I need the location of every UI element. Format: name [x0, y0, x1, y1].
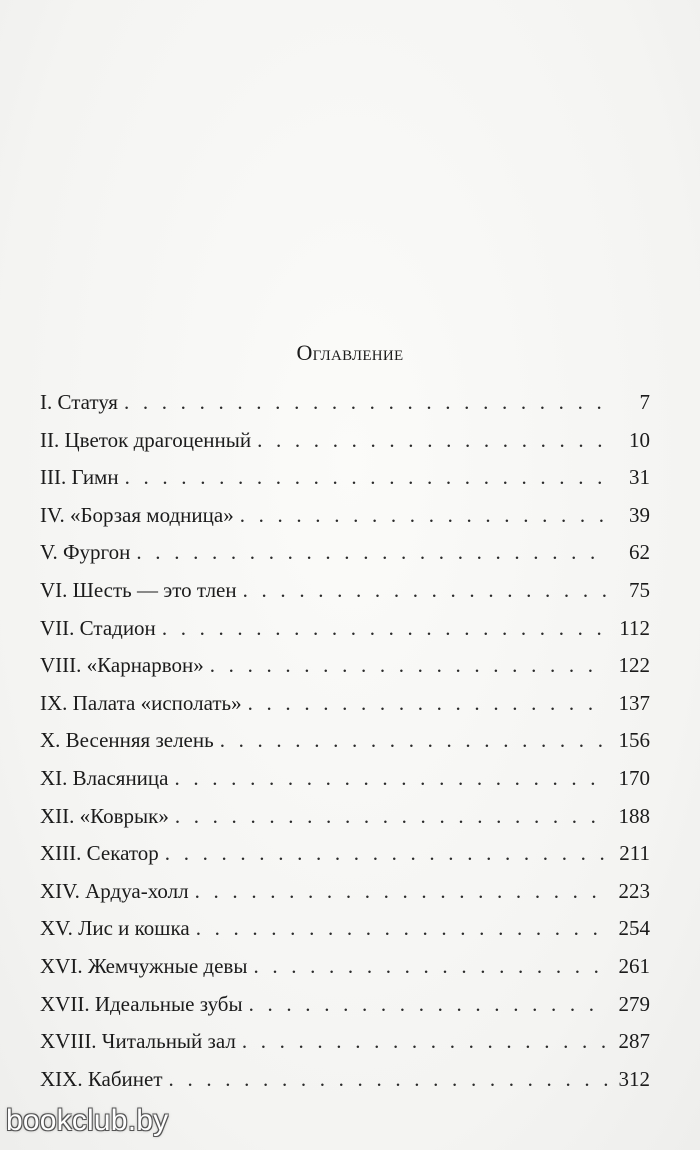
- toc-entry-label: VII. Стадион: [40, 615, 156, 640]
- toc-entry[interactable]: [40, 390, 650, 428]
- page-title: Оглавление: [296, 340, 404, 365]
- toc-entry-page: 312: [618, 1066, 650, 1091]
- leader-dots: [125, 465, 608, 490]
- toc-entry[interactable]: [40, 691, 650, 729]
- toc-entry-page: 39: [629, 502, 650, 527]
- toc-entry[interactable]: [40, 728, 650, 766]
- leader-dots: [162, 616, 608, 641]
- leader-dots: [242, 1029, 608, 1054]
- leader-dots: [257, 428, 608, 453]
- leader-dots: [248, 691, 608, 716]
- toc-entry[interactable]: [40, 653, 650, 691]
- leader-dots: [196, 916, 608, 941]
- toc-entry[interactable]: [40, 879, 650, 917]
- toc-entry-page: 254: [618, 916, 650, 941]
- toc-entry[interactable]: [40, 804, 650, 842]
- toc-entry-label: III. Гимн: [40, 465, 119, 490]
- leader-dots: [243, 578, 608, 603]
- toc-entry-label: XIII. Секатор: [40, 841, 159, 866]
- toc-entry-page: 211: [619, 841, 650, 866]
- toc-entry-label: XVII. Идеальные зубы: [40, 991, 243, 1016]
- site-watermark: bookclub.by: [6, 1104, 169, 1137]
- leader-dots: [174, 766, 608, 791]
- leader-dots: [210, 653, 608, 678]
- toc-entry-label: XIX. Кабинет: [40, 1066, 163, 1091]
- toc-entry[interactable]: [40, 841, 650, 879]
- table-of-contents: [40, 390, 650, 1104]
- toc-entry-page: 279: [618, 991, 650, 1016]
- toc-entry-label: X. Весенняя зелень: [40, 728, 214, 753]
- leader-dots: [220, 728, 608, 753]
- toc-entry-page: 75: [629, 577, 650, 602]
- toc-entry-label: VI. Шесть — это тлен: [40, 577, 237, 602]
- toc-entry-label: II. Цветок драгоценный: [40, 427, 252, 452]
- toc-entry-page: 31: [629, 465, 650, 490]
- toc-entry[interactable]: [40, 1067, 650, 1105]
- toc-entry[interactable]: [40, 954, 650, 992]
- toc-entry-page: 156: [618, 728, 650, 753]
- toc-entry[interactable]: [40, 916, 650, 954]
- toc-entry-label: XII. «Коврык»: [40, 803, 169, 828]
- toc-entry[interactable]: [40, 540, 650, 578]
- toc-entry-page: 223: [618, 878, 650, 903]
- leader-dots: [249, 992, 608, 1017]
- toc-entry-page: 137: [618, 690, 650, 715]
- toc-entry-page: 170: [618, 765, 650, 790]
- show-through-text: [52, 14, 672, 314]
- toc-entry-label: V. Фургон: [40, 540, 131, 565]
- toc-entry-label: XV. Лис и кошка: [40, 916, 190, 941]
- toc-entry-page: 122: [618, 653, 650, 678]
- leader-dots: [169, 1067, 608, 1092]
- leader-dots: [175, 804, 608, 829]
- leader-dots: [195, 879, 608, 904]
- toc-entry[interactable]: [40, 465, 650, 503]
- toc-entry-label: I. Статуя: [40, 390, 118, 414]
- leader-dots: [253, 954, 608, 979]
- toc-entry-page: 261: [618, 953, 650, 978]
- toc-entry-page: 188: [618, 803, 650, 828]
- toc-entry-page: 10: [629, 427, 650, 452]
- toc-entry-label: XVIII. Читальный зал: [40, 1029, 236, 1054]
- leader-dots: [136, 540, 608, 565]
- toc-entry-label: XVI. Жемчужные девы: [40, 953, 248, 978]
- toc-entry[interactable]: [40, 428, 650, 466]
- leader-dots: [165, 841, 608, 866]
- toc-entry[interactable]: [40, 1029, 650, 1067]
- toc-entry[interactable]: [40, 766, 650, 804]
- toc-entry[interactable]: [40, 578, 650, 616]
- toc-entry-page: 287: [618, 1029, 650, 1054]
- toc-entry-page: 112: [619, 615, 650, 640]
- toc-entry-label: XI. Власяница: [40, 765, 169, 790]
- leader-dots: [124, 390, 608, 415]
- toc-entry[interactable]: [40, 992, 650, 1030]
- toc-entry-label: VIII. «Карнарвон»: [40, 653, 204, 678]
- leader-dots: [240, 503, 608, 528]
- toc-entry-page: 62: [629, 540, 650, 565]
- toc-entry-label: IX. Палата «исполать»: [40, 690, 242, 715]
- toc-entry-page: 7: [639, 390, 650, 414]
- toc-entry-label: XIV. Ардуа-холл: [40, 878, 189, 903]
- toc-entry[interactable]: [40, 503, 650, 541]
- toc-entry-label: IV. «Борзая модница»: [40, 502, 234, 527]
- toc-entry[interactable]: [40, 616, 650, 654]
